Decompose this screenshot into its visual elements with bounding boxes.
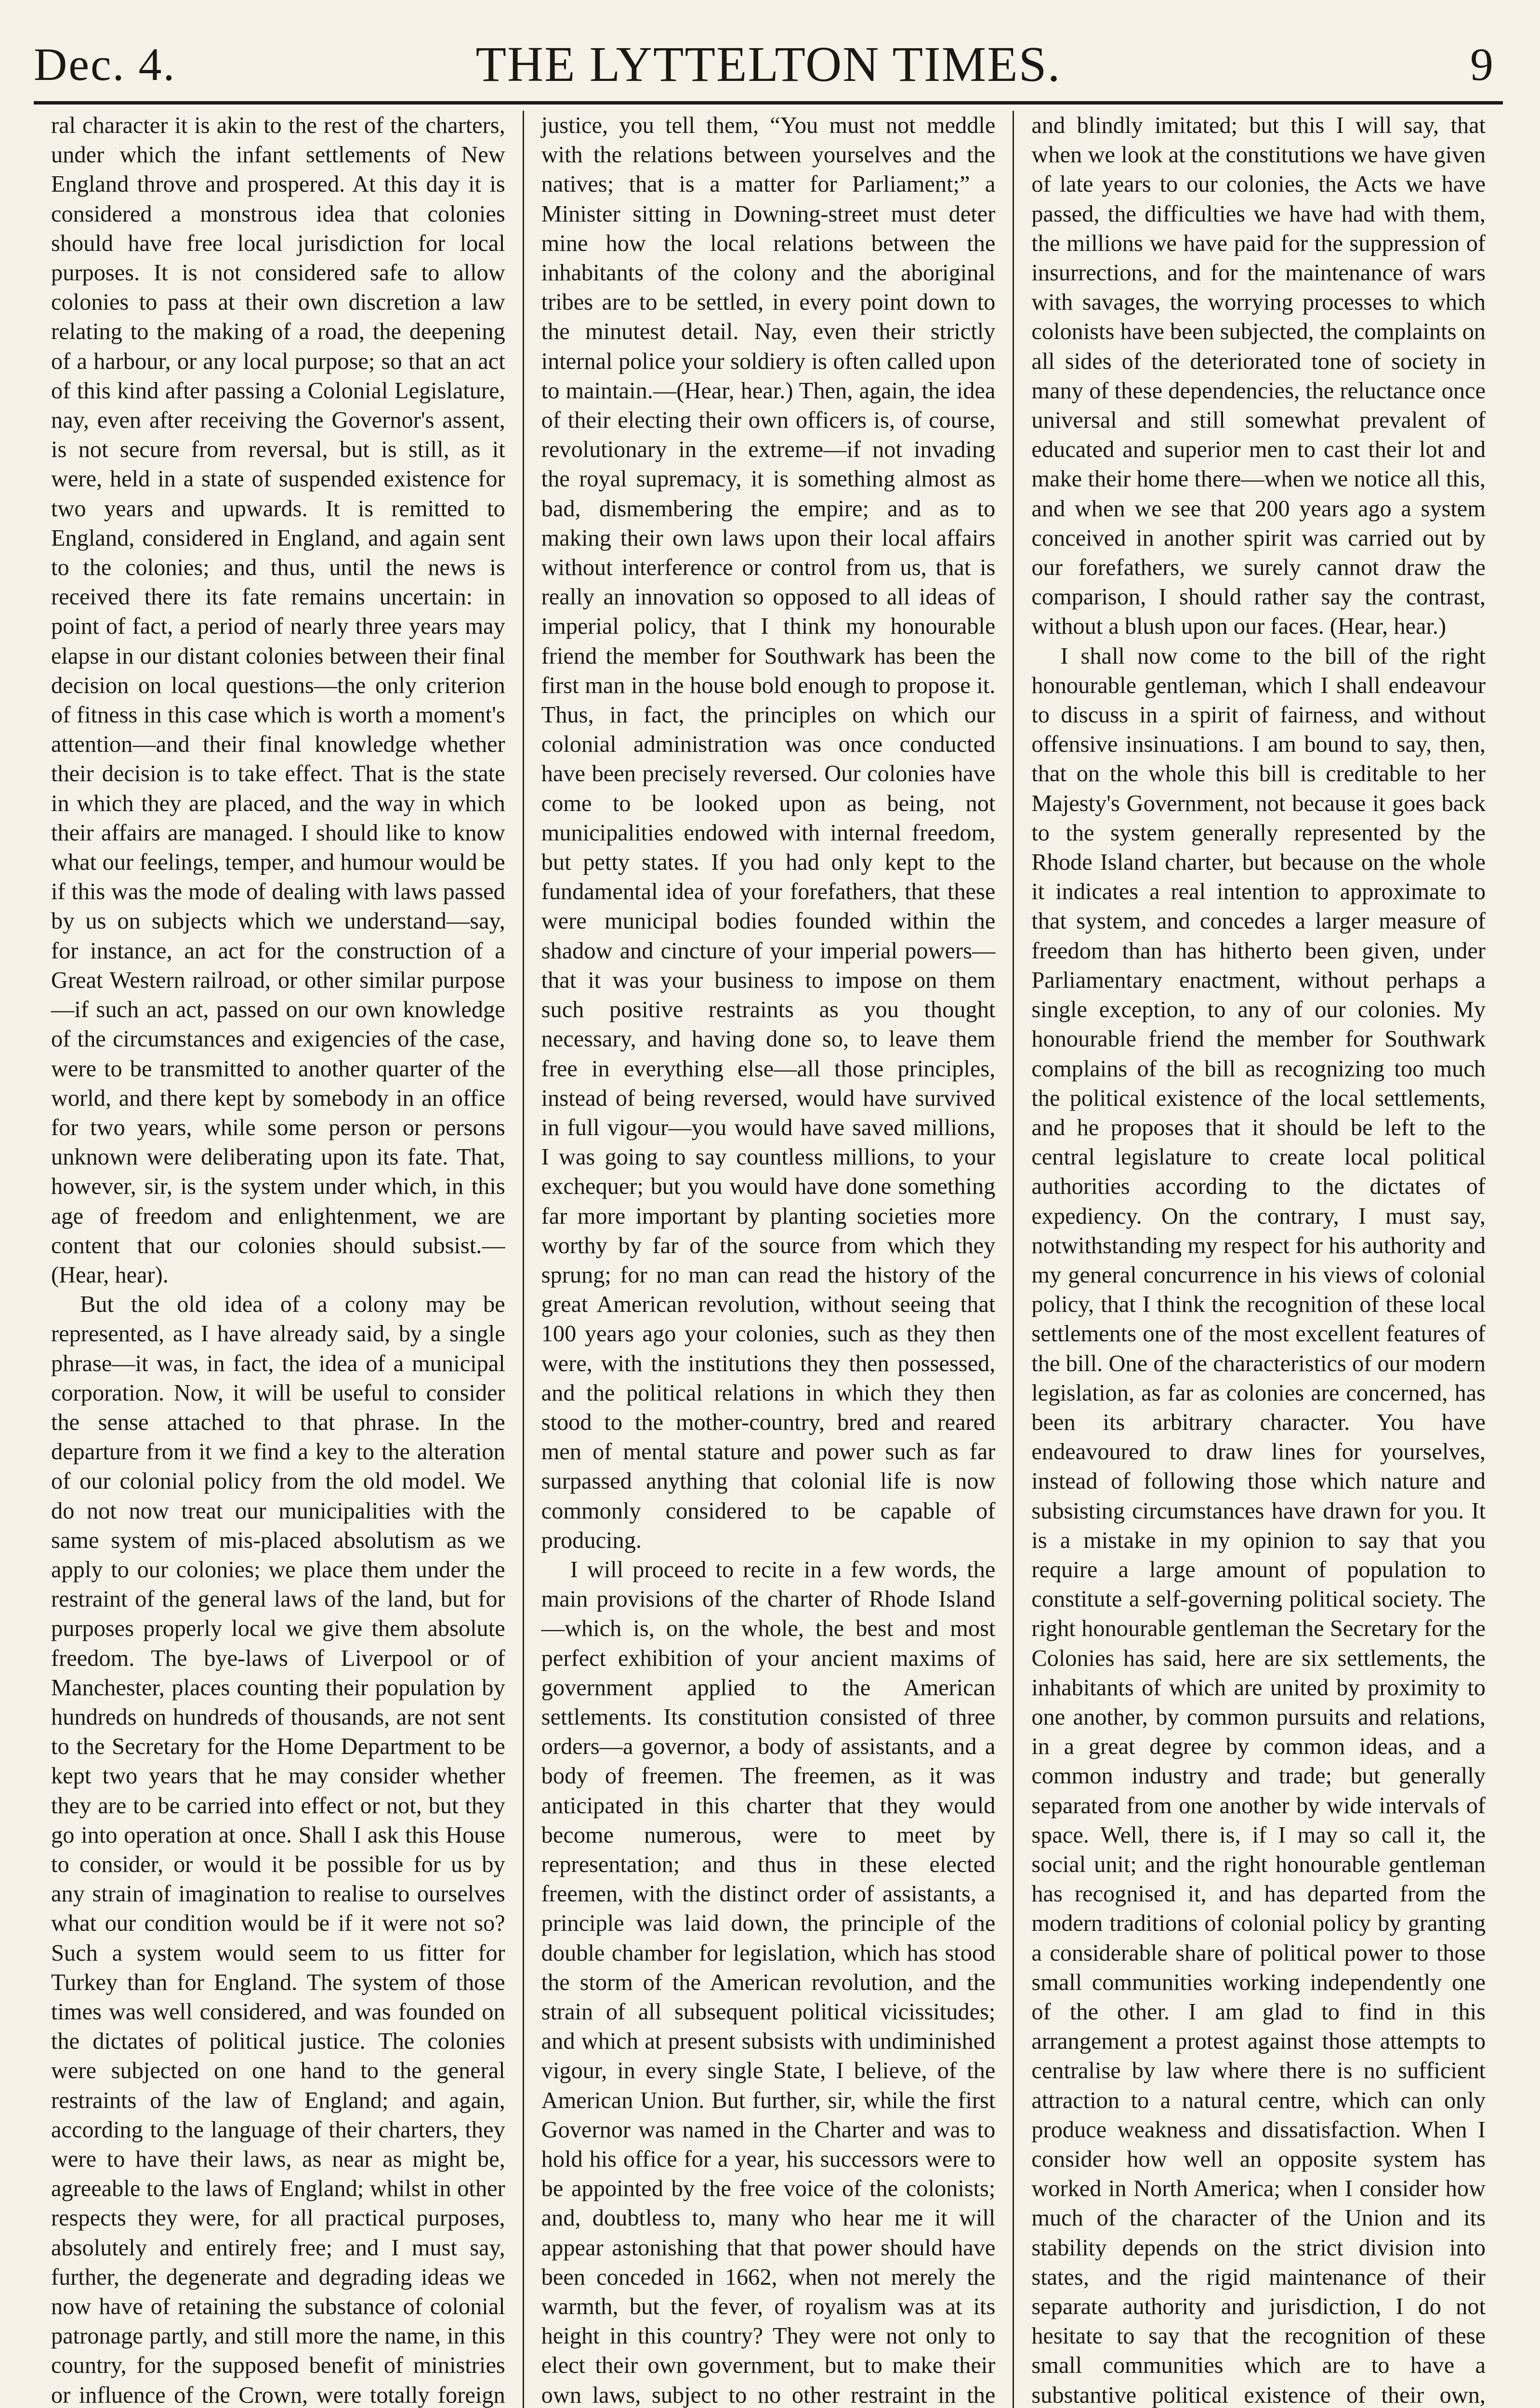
- column-3: [1013, 111, 1503, 2408]
- newspaper-title: THE LYTTELTON TIMES.: [475, 37, 1061, 92]
- paragraph: justice, you tell them, “You must not meddle with the relations between yourselves and the natives; that is a matter for Parliament;” a Minister sitting in Downing-street must deter mine how the local relations between the inhabitants of the colony and the aboriginal tribes are to be settled, in every point down to the minutest detail. Nay, even their strictly internal police your soldiery is often called upon to maintain.—(Hear, hear.) Then, again, the idea of their electing their own officers is, of course, revolutionary in the extreme—if not invading the royal supremacy, it is something almost as bad, dismembering the empire; and as to making their own laws upon their local affairs without interference or control from us, that is really an innovation so opposed to all ideas of imperial policy, that I think my honourable friend the member for Southwark has been the first man in the house bold enough to propose it. Thus, in fact, the principles on which our colonial administration was once conducted have been precisely reversed. Our colonies have come to be looked upon as being, not municipalities endowed with internal freedom, but petty states. If you had only kept to the fundamental idea of your forefathers, that these were municipal bodies founded within the shadow and cincture of your imperial powers—that it was your business to impose on them such positive restraints as you thought necessary, and having done so, to leave them free in everything else—all those principles, instead of being reversed, would have survived in full vigour—you would have saved millions, I was going to say countless millions, to your exchequer; but you would have done something far more important by planting societies more worthy by far of the source from which they sprung; for no man can read the history of the great American revolution, without seeing that 100 years ago your colonies, such as they then were, with the institutions they then possessed, and the political relations in which they then stood to the mother-country, bred and reared men of mental stature and power such as far surpassed anything that colonial life is now commonly considered to be capable of producing.: [541, 113, 996, 1553]
- paragraph: I shall now come to the bill of the right honourable gentleman, which I shall endeavour to discuss in a spirit of fairness, and without offensive insinuations. I am bound to say, then, that on the whole this bill is creditable to her Majesty's Government, not because it goes back to the system generally represented by the Rhode Island charter, but because on the whole it indicates a real intention to approximate to that system, and concedes a larger measure of freedom than has hitherto been given, under Parliamentary enactment, without perhaps a single exception, to any of our colonies. My honourable friend the member for Southwark complains of the bill as recognizing too much the political existence of the local settlements, and he proposes that it should be left to the central legislature to create local political authorities according to the dictates of expediency. On the contrary, I must say, notwithstanding my respect for his authority and my general concurrence in his views of colonial policy, that I think the recognition of these local settlements one of the most excellent features of the bill. One of the characteristics of our modern legislation, as far as colonies are concerned, has been its arbitrary character. You have endeavoured to draw lines for yourselves, instead of following those which nature and subsisting circumstances have drawn for you. It is a mistake in my opinion to say that you require a large amount of population to constitute a self-governing political society. The right honourable gentleman the Secretary for the Colonies has said, here are six settlements, the inhabitants of which are united by proximity to one another, by common pursuits and relations, in a great degree by common ideas, and a common industry and trade; but generally separated from one another by wide intervals of space. Well, there is, if I may so call it, the social unit; and the right honourable gentleman has recognised it, and has departed from the modern traditions of colonial policy by granting a considerable share of political power to those small communities working independently one of the other. I am glad to find in this arrangement a protest against those attempts to centralise by law where there is no sufficient attraction to a natural centre, which can only produce weakness and dissatisfaction. When I consider how well an opposite system has worked in North America; when I consider how much of the character of the Union and its stability depends on the strict division into states, and the rigid maintenance of their separate authority and jurisdiction, I do not hesitate to say that the recognition of these small communities which are to have a substantive political existence of their own,: [1031, 643, 1486, 2408]
- paragraph: I will proceed to recite in a few words, the main provisions of the charter of Rhode Island—which is, on the whole, the best and most perfect exhibition of your ancient maxims of government applied to the American settlements. Its constitution consisted of three orders—a governor, a body of assistants, and a body of freemen. The freemen, as it was anticipated in this charter that they would become numerous, were to meet by representation; and thus in these elected freemen, with the distinct order of assistants, a principle was laid down, the principle of the double chamber for legislation, which has stood the storm of the American revolution, and the strain of all subsequent political vicissitudes; and which at present subsists with undiminished vigour, in every single State, I believe, of the American Union. But further, sir, while the first Governor was named in the Charter and was to hold his office for a year, his successors were to be appointed by the free voice of the colonists; and, doubtless to, many who hear me it will appear astonishing that that power should have been conceded in 1662, when not merely the warmth, but the fever, of royalism was at its height in this country? They were not only to elect their own government, but to make their own laws, subject to no other restraint in the: [541, 1557, 996, 2408]
- column-2: [523, 111, 1013, 2408]
- page-header: [34, 29, 1503, 105]
- header-date: Dec. 4.: [34, 39, 176, 90]
- paragraph: and blindly imitated; but this I will say, that when we look at the constitutions we have given of late years to our colonies, the Acts we have passed, the difficulties we have had with them, the millions we have paid for the suppression of insurrections, and for the maintenance of wars with savages, the worrying processes to which colonists have been subjected, the complaints on all sides of the deteriorated tone of society in many of these dependencies, the reluctance once universal and still somewhat prevalent of educated and superior men to cast their lot and make their home there—when we notice all this, and when we see that 200 years ago a system conceived in another spirit was carried out by our forefathers, we surely cannot draw the comparison, I should rather say the contrast, without a blush upon our faces. (Hear, hear.): [1031, 113, 1486, 640]
- paragraph: ral character it is akin to the rest of the charters, under which the infant settlements of New England throve and prospered. At this day it is considered a monstrous idea that colonies should have free local jurisdiction for local purposes. It is not considered safe to allow colonies to pass at their own discretion a law relating to the making of a road, the deepening of a harbour, or any local purpose; so that an act of this kind after passing a Colonial Legislature, nay, even after receiving the Governor's assent, is not secure from reversal, but is still, as it were, held in a state of suspended existence for two years and upwards. It is remitted to England, considered in England, and again sent to the colonies; and thus, until the news is received there its fate remains uncertain: in point of fact, a period of nearly three years may elapse in our distant colonies between their final decision on local questions—the only criterion of fitness in this case which is worth a moment's attention—and their final knowledge whether their decision is to take effect. That is the state in which they are placed, and the way in which their affairs are managed. I should like to know what our feelings, temper, and humour would be if this was the mode of dealing with laws passed by us on subjects which we understand—say, for instance, an act for the construction of a Great Western railroad, or other similar purpose—if such an act, passed on our own knowledge of the circumstances and exigencies of the case, were to be transmitted to another quarter of the world, and there kept by somebody in an office for two years, while some person or persons unknown were deliberating upon its fate. That, however, sir, is the system under which, in this age of freedom and enlightenment, we are content that our colonies should subsist.—(Hear, hear).: [51, 113, 505, 1288]
- page-number: 9: [1470, 39, 1493, 90]
- paragraph: But the old idea of a colony may be represented, as I have already said, by a single phrase—it was, in fact, the idea of a municipal corporation. Now, it will be useful to consider the sense attached to that phrase. In the departure from it we find a key to the alteration of our colonial policy from the old model. We do not now treat our municipalities with the same system of mis-placed absolutism as we apply to our colonies; we place them under the restraint of the general laws of the land, but for purposes properly local we give them absolute freedom. The bye-laws of Liverpool or of Manchester, places counting their population by hundreds on hundreds of thousands, are not sent to the Secretary for the Home Department to be kept two years that he may consider whether they are to be carried into effect or not, but they go into operation at once. Shall I ask this House to consider, or would it be possible for us by any strain of imagination to realise to ourselves what our condition would be if it were not so? Such a system would seem to us fitter for Turkey than for England. The system of those times was well considered, and was founded on the dictates of political justice. The colonies were subjected on one hand to the general restraints of the law of England; and again, according to the language of their charters, they were to have their laws, as near as might be, agreeable to the laws of England; whilst in other respects they were, for all practical purposes, absolutely and entirely free; and I must say, further, the degenerate and degrading ideas we now have of retaining the substance of colonial patronage partly, and still more the name, in this country, for the supposed benefit of ministries or influence of the Crown, were totally foreign: [51, 1292, 505, 2408]
- article-columns: [34, 111, 1503, 2408]
- column-1: [34, 111, 523, 2408]
